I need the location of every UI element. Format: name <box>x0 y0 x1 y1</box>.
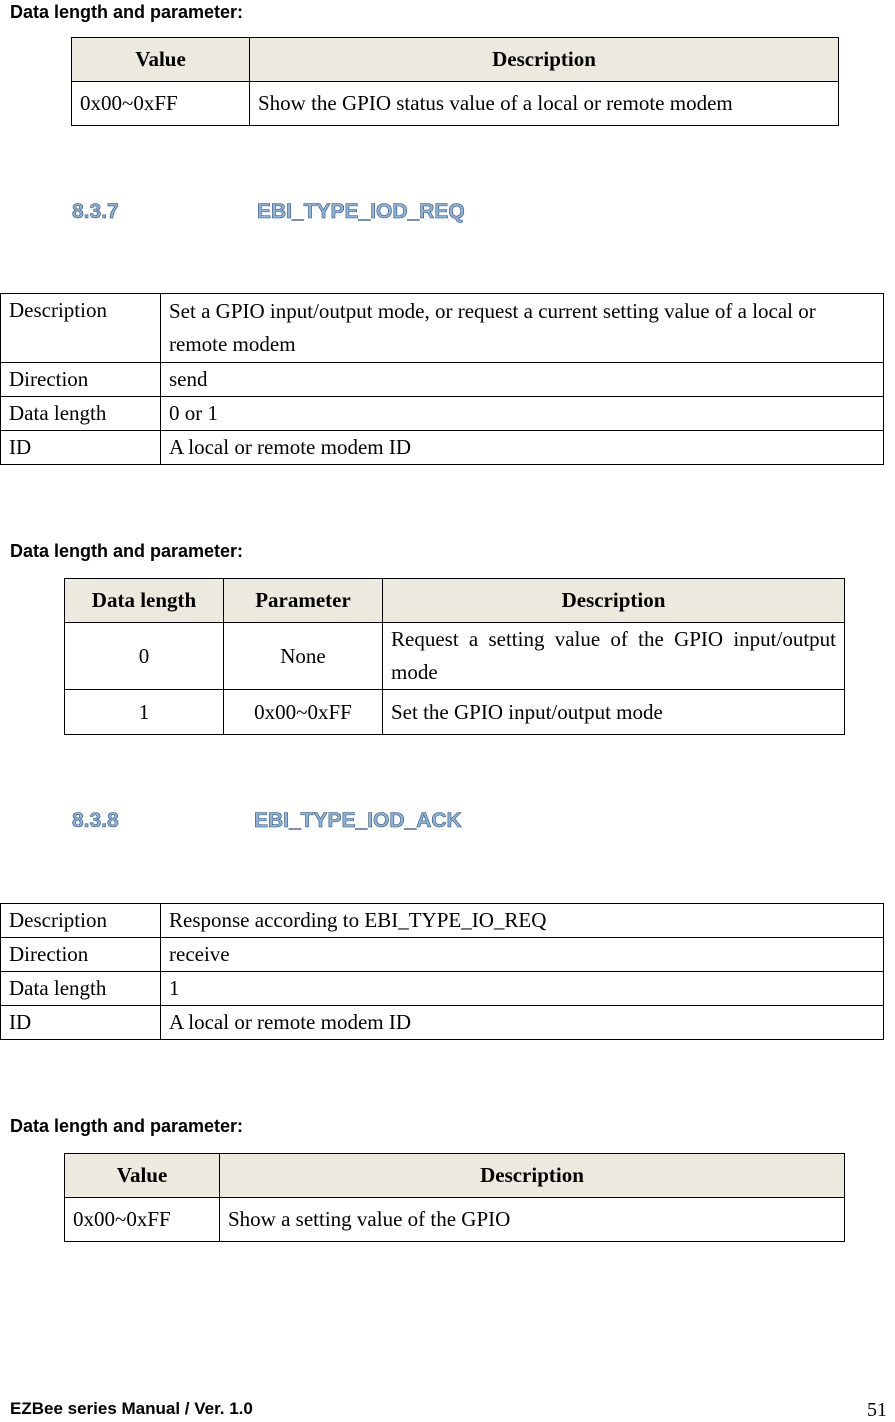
footer-manual-title: EZBee series Manual / Ver. 1.0 <box>10 1399 253 1418</box>
section-title-837: EBI_TYPE_IOD_REQ <box>257 200 465 223</box>
col-header-value: Value <box>72 38 250 82</box>
cell-value: 0x00~0xFF <box>72 82 250 126</box>
info-value-data-length: 1 <box>161 972 884 1006</box>
info-label-description: Description <box>1 904 161 938</box>
info-label-id: ID <box>1 1006 161 1040</box>
info-value-id: A local or remote modem ID <box>161 431 884 465</box>
param-table-837 <box>64 578 845 735</box>
info-label-data-length: Data length <box>1 397 161 431</box>
info-label-description: Description <box>1 294 161 363</box>
info-label-direction: Direction <box>1 363 161 397</box>
info-value-description: Set a GPIO input/output mode, or request a current setting value of a local or remote modem <box>161 294 884 363</box>
cell-data-length: 1 <box>65 690 224 735</box>
col-header-description: Description <box>250 38 839 82</box>
col-header-data-length: Data length <box>65 579 224 623</box>
info-table-838 <box>0 903 884 1040</box>
cell-description: Request a setting value of the GPIO input/output mode <box>383 623 845 690</box>
value-table-top <box>71 37 839 126</box>
table-row <box>65 623 845 690</box>
info-value-id: A local or remote modem ID <box>161 1006 884 1040</box>
section-title-838: EBI_TYPE_IOD_ACK <box>254 809 462 832</box>
col-header-description: Description <box>383 579 845 623</box>
table-row <box>1 397 884 431</box>
cell-value: 0x00~0xFF <box>65 1198 220 1242</box>
table-row <box>1 431 884 465</box>
param-heading-837: Data length and parameter: <box>10 541 244 561</box>
info-label-data-length: Data length <box>1 972 161 1006</box>
value-table-838 <box>64 1153 845 1242</box>
info-table-837 <box>0 293 884 465</box>
info-value-data-length: 0 or 1 <box>161 397 884 431</box>
info-label-id: ID <box>1 431 161 465</box>
info-label-direction: Direction <box>1 938 161 972</box>
table-row <box>65 1198 845 1242</box>
table-row <box>72 82 839 126</box>
section-number-837: 8.3.7 <box>72 200 119 223</box>
info-value-direction: send <box>161 363 884 397</box>
cell-description: Show the GPIO status value of a local or remote modem <box>250 82 839 126</box>
param-heading-838: Data length and parameter: <box>10 1116 244 1136</box>
footer-page-number: 51 <box>867 1399 887 1421</box>
cell-data-length: 0 <box>65 623 224 690</box>
info-value-description: Response according to EBI_TYPE_IO_REQ <box>161 904 884 938</box>
info-value-direction: receive <box>161 938 884 972</box>
cell-description: Show a setting value of the GPIO <box>220 1198 845 1242</box>
table-row <box>1 294 884 363</box>
table-row <box>1 972 884 1006</box>
table-row <box>1 363 884 397</box>
col-header-value: Value <box>65 1154 220 1198</box>
table-row <box>1 938 884 972</box>
table-row <box>1 904 884 938</box>
table-row <box>1 1006 884 1040</box>
cell-parameter: 0x00~0xFF <box>224 690 383 735</box>
param-heading-top: Data length and parameter: <box>10 2 244 22</box>
cell-parameter: None <box>224 623 383 690</box>
cell-description: Set the GPIO input/output mode <box>383 690 845 735</box>
col-header-parameter: Parameter <box>224 579 383 623</box>
table-row <box>65 690 845 735</box>
col-header-description: Description <box>220 1154 845 1198</box>
section-number-838: 8.3.8 <box>72 809 119 832</box>
